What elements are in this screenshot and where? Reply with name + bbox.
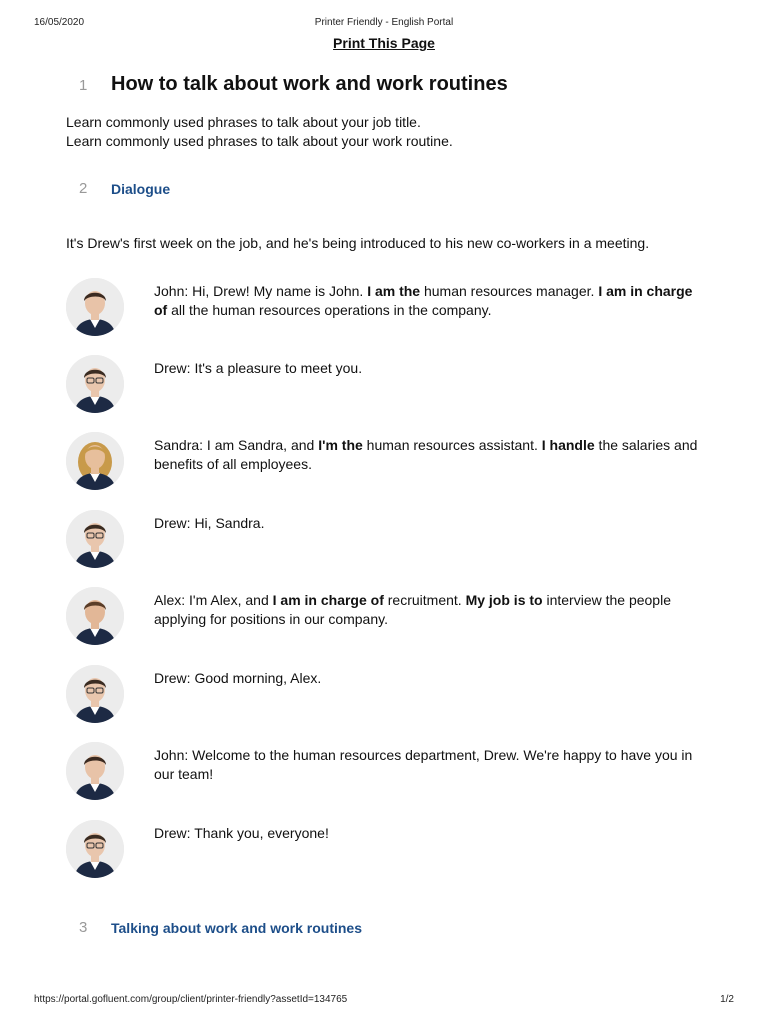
page-number: 1/2 — [720, 994, 734, 1005]
section-number-2: 2 — [79, 180, 88, 197]
line-text: John: Hi, Drew! My name is John. — [154, 283, 368, 299]
objective-item: Learn commonly used phrases to talk about your job title. — [66, 114, 421, 130]
dialogue-line — [154, 436, 706, 474]
key-phrase: I am the — [367, 283, 421, 299]
alex-avatar — [66, 587, 124, 645]
john-avatar — [66, 278, 124, 336]
dialogue-turn — [66, 820, 706, 878]
line-text: Sandra: I am Sandra, and — [154, 437, 319, 453]
dialogue-turn — [66, 742, 706, 800]
dialogue-line — [154, 282, 706, 320]
key-phrase: I'm the — [318, 437, 363, 453]
dialogue-turn — [66, 587, 706, 645]
line-text: Drew: Good morning, Alex. — [154, 670, 322, 686]
dialogue-line — [154, 591, 706, 629]
dialogue-line — [154, 359, 706, 378]
section-number-3: 3 — [79, 919, 88, 936]
drew-avatar — [66, 355, 124, 413]
print-page-title: Printer Friendly - English Portal — [314, 17, 454, 28]
line-text: Alex: I'm Alex, and — [154, 592, 273, 608]
key-phrase: I am in charge of — [154, 283, 693, 318]
dialogue-turn — [66, 355, 706, 413]
print-this-page-link[interactable]: Print This Page — [333, 35, 435, 51]
line-text: human resources assistant. — [362, 437, 542, 453]
dialogue-turn — [66, 510, 706, 568]
print-header — [34, 17, 734, 31]
line-text: recruitment. — [383, 592, 466, 608]
work-routines-heading: Talking about work and work routines — [111, 920, 362, 936]
key-phrase: I handle — [541, 437, 595, 453]
line-text: Drew: Thank you, everyone! — [154, 825, 329, 841]
print-date: 16/05/2020 — [34, 17, 85, 28]
dialogue-turn — [66, 432, 706, 490]
dialogue-turn — [66, 665, 706, 723]
objective-item: Learn commonly used phrases to talk about your work routine. — [66, 133, 453, 149]
drew-avatar — [66, 820, 124, 878]
key-phrase: I am in charge of — [272, 592, 384, 608]
page-url: https://portal.gofluent.com/group/client/printer-friendly?assetId=134765 — [34, 994, 348, 1005]
drew-avatar — [66, 510, 124, 568]
dialogue-intro: It's Drew's first week on the job, and he's being introduced to his new co-workers in a meeting. — [66, 235, 650, 251]
line-text: human resources manager. — [420, 283, 599, 299]
section-number-1: 1 — [79, 77, 88, 94]
john-avatar — [66, 742, 124, 800]
sandra-avatar — [66, 432, 124, 490]
key-phrase: My job is to — [465, 592, 543, 608]
lesson-objectives — [66, 113, 453, 151]
drew-avatar — [66, 665, 124, 723]
line-text: Drew: Hi, Sandra. — [154, 515, 265, 531]
lesson-title: How to talk about work and work routines — [111, 73, 508, 95]
line-text: all the human resources operations in the company. — [167, 302, 492, 318]
dialogue-turn — [66, 278, 706, 336]
dialogue-line — [154, 746, 706, 784]
dialogue-heading: Dialogue — [111, 181, 171, 197]
line-text: Drew: It's a pleasure to meet you. — [154, 360, 363, 376]
dialogue-line — [154, 669, 706, 688]
dialogue-line — [154, 514, 706, 533]
line-text: interview the people applying for positions in our company. — [154, 592, 671, 627]
line-text: John: Welcome to the human resources department, Drew. We're happy to have you in our team! — [154, 747, 693, 782]
dialogue-line — [154, 824, 706, 843]
line-text: the salaries and benefits of all employees. — [154, 437, 698, 472]
